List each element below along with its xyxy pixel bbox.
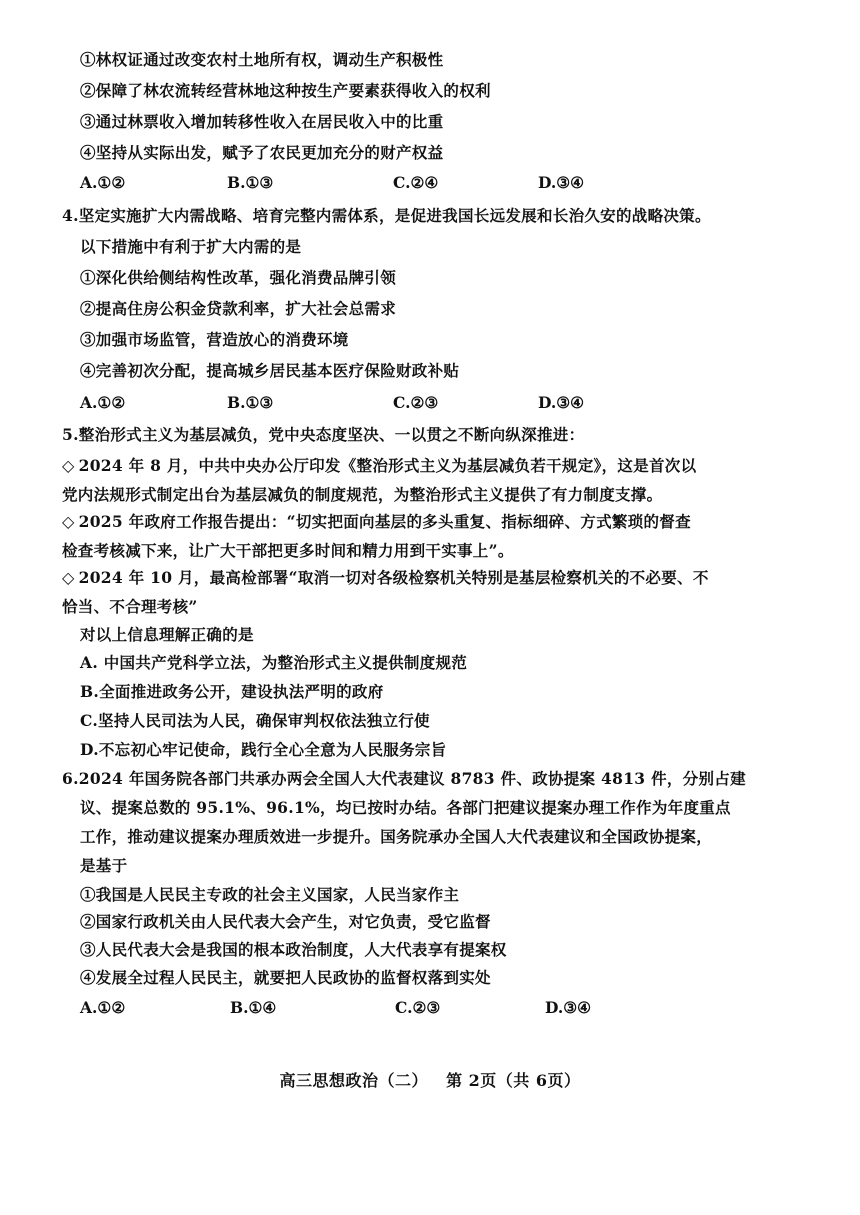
q6-stem-line-2: 议、提案总数的 95.1%、96.1%，均已按时办结。各部门把建议提案办理工作作为年度重点: [80, 798, 731, 817]
q4-option-a: A.①②: [80, 393, 126, 412]
q4-item-4: ④完善初次分配，提高城乡居民基本医疗保险财政补贴: [80, 361, 460, 380]
q5-choice-c: C.坚持人民司法为人民，确保审判权依法独立行使: [80, 711, 430, 730]
q4-stem-line-1: 4.坚定实施扩大内需战略、培育完整内需体系，是促进我国长远发展和长治久安的战略决策。: [62, 206, 711, 225]
diamond-icon: ◇: [62, 456, 75, 475]
q6-option-d: D.③④: [545, 998, 592, 1017]
q5-bullet-2-line-1: ◇ 2025 年政府工作报告提出：“切实把面向基层的多头重复、指标细碎、方式繁琐的督查: [62, 512, 691, 531]
q4-option-b: B.①③: [227, 393, 274, 412]
q3-option-d: D.③④: [538, 173, 585, 192]
q6-stem-line-1: 6.2024 年国务院各部门共承办两会全国人大代表建议 8783 件、政协提案 4813 件，分别占建: [62, 769, 746, 788]
q3-option-a: A.①②: [80, 173, 126, 192]
q5-bullet-1-line-2: 党内法规形式制定出台为基层减负的制度规范，为整治形式主义提供了有力制度支撑。: [62, 485, 663, 504]
footer-page-number: 第 2页（共 6页）: [446, 1071, 581, 1090]
q4-item-3: ③加强市场监管，营造放心的消费环境: [80, 330, 349, 349]
q5-choice-b: B.全面推进政务公开，建设执法严明的政府: [80, 682, 384, 701]
q6-item-1: ①我国是人民民主专政的社会主义国家，人民当家作主: [80, 885, 460, 904]
diamond-icon: ◇: [62, 568, 75, 587]
q3-options: [0, 173, 860, 195]
q6-item-3: ③人民代表大会是我国的根本政治制度，人大代表享有提案权: [80, 940, 507, 959]
q5-stem: 5.整治形式主义为基层减负，党中央态度坚决、一以贯之不断向纵深推进：: [62, 425, 585, 444]
q3-item-2: ②保障了林农流转经营林地这种按生产要素获得收入的权利: [80, 81, 491, 100]
q4-option-d: D.③④: [538, 393, 585, 412]
diamond-icon: ◇: [62, 512, 75, 531]
footer-subject: 高三思想政治（二）: [279, 1071, 428, 1090]
page-footer: [0, 1068, 860, 1091]
q6-item-2: ②国家行政机关由人民代表大会产生，对它负责，受它监督: [80, 912, 491, 931]
q5-bullet-2-line-2: 检查考核减下来，让广大干部把更多时间和精力用到干实事上”。: [62, 541, 514, 560]
q6-option-a: A.①②: [80, 998, 126, 1017]
q4-option-c: C.②③: [393, 393, 439, 412]
q5-choice-a: A. 中国共产党科学立法，为整治形式主义提供制度规范: [80, 653, 468, 672]
q6-stem-line-4: 是基于: [80, 856, 128, 875]
q4-stem-line-2: 以下措施中有利于扩大内需的是: [80, 237, 302, 256]
q3-item-4: ④坚持从实际出发，赋予了农民更加充分的财产权益: [80, 143, 444, 162]
q5-choice-d: D.不忘初心牢记使命，践行全心全意为人民服务宗旨: [80, 740, 447, 759]
q6-options: [0, 998, 860, 1020]
q4-item-2: ②提高住房公积金贷款利率，扩大社会总需求: [80, 299, 397, 318]
q6-option-b: B.①④: [230, 998, 277, 1017]
q3-option-c: C.②④: [393, 173, 439, 192]
q6-stem-line-3: 工作，推动建议提案办理质效进一步提升。国务院承办全国人大代表建议和全国政协提案，: [80, 827, 713, 846]
q5-bullet-3-line-1: ◇ 2024 年 10 月，最高检部署“取消一切对各级检察机关特别是基层检察机关的不必要、不: [62, 568, 709, 587]
q5-bullet-1-line-1: ◇ 2024 年 8 月，中共中央办公厅印发《整治形式主义为基层减负若干规定》，这是首次以: [62, 456, 697, 475]
q5-question: 对以上信息理解正确的是: [80, 625, 254, 644]
q3-item-1: ①林权证通过改变农村土地所有权，调动生产积极性: [80, 50, 444, 69]
q6-option-c: C.②③: [395, 998, 441, 1017]
q3-item-3: ③通过林票收入增加转移性收入在居民收入中的比重: [80, 112, 444, 131]
q4-options: [0, 393, 860, 415]
q4-item-1: ①深化供给侧结构性改革，强化消费品牌引领: [80, 268, 397, 287]
q6-item-4: ④发展全过程人民民主，就要把人民政协的监督权落到实处: [80, 968, 491, 987]
q3-option-b: B.①③: [227, 173, 274, 192]
q5-bullet-3-line-2: 恰当、不合理考核”: [62, 597, 198, 616]
